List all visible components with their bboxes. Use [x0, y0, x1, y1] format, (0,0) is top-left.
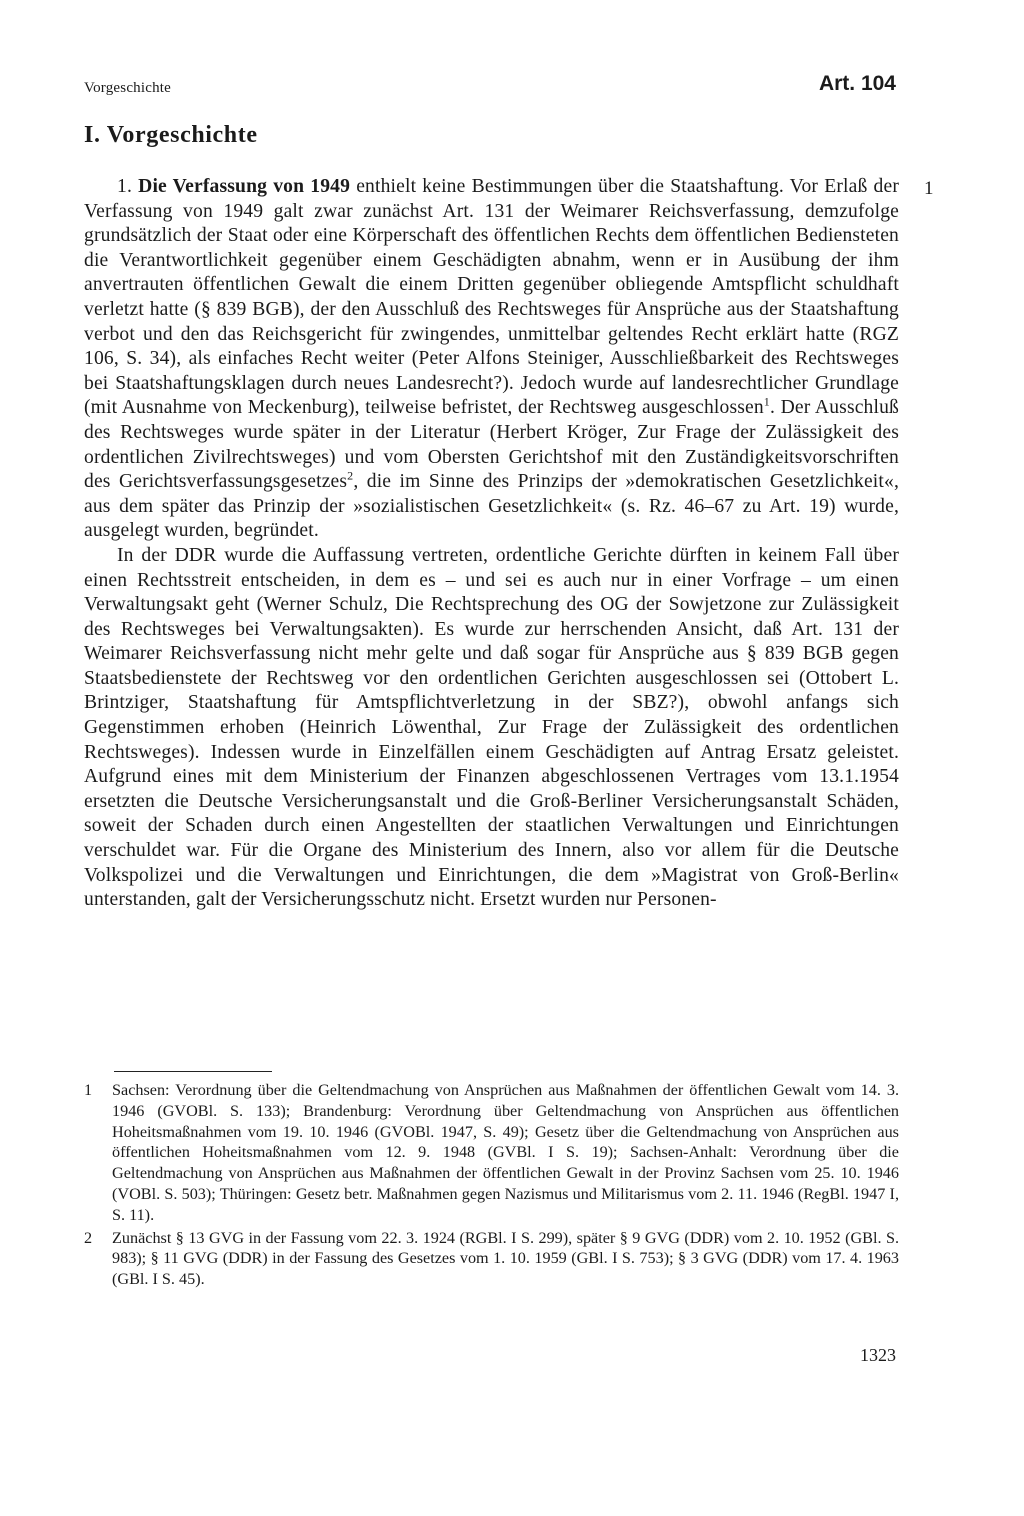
footnote-number: 2 — [84, 1228, 93, 1247]
paragraph-1 — [84, 175, 899, 544]
paragraph-2: In der DDR wurde die Auffassung vertreten, ordentliche Gerichte dürften in keinem Fall über einen Rechtsstreit entscheiden, in dem es – und sei es auch nur in einer Vorfrage – um einen Verwaltungsakt geht (Werner Schulz, Die Rechtsprechung des OG der Sowjetzone zur Zulässigkeit des Rechtsweges bei Verwaltungsakten). Es wurde zur herrschenden Ansicht, daß Art. 131 der Weimarer Reichsverfassung nicht mehr gelte und daß sogar für Ansprüche aus § 839 BGB gegen Staatsbedienstete der Rechtsweg vor den ordentlichen Gerichten ausgeschlossen sei (Ottobert L. Brintziger, Staatshaftung für Amtspflichtverletzung in der SBZ?), obwohl anfangs sich Gegenstimmen erhoben (Heinrich Löwenthal, Zur Frage der Zulässigkeit des ordentlichen Rechtsweges). Indessen wurde in Einzelfällen einem Geschädigten auf Antrag Ersatz geleistet. Aufgrund eines mit dem Ministerium der Finanzen abgeschlossenen Vertrages vom 13.1.1954 ersetzten die Deutsche Versicherungsanstalt und die Groß-Berliner Versicherungsanstalt Schäden, soweit der Schaden durch einen Angestellten der staatlichen Verwaltungen und Einrichtungen verschuldet war. Für die Organe des Ministerium des Innern, also vor allem für die Deutsche Volkspolizei und die Verwaltungen und Einrichtungen, die dem »Magistrat von Groß-Berlin« unterstanden, galt der Versicherungsschutz nicht. Ersetzt wurden nur Personen- — [84, 544, 899, 911]
footnote — [84, 1228, 899, 1290]
body-text — [84, 175, 899, 913]
paragraph-number: 1. — [117, 176, 132, 197]
footnote-reference[interactable]: 1 — [763, 394, 770, 409]
paragraph-text: . Der Ausschluß des Rechtsweges wurde später in der Literatur (Herbert Kröger, Zur Frage der Zulässigkeit des ordentlichen Zivilrechtsweges) und vom Obersten Gerichtshof mit den Zuständigkeitsvorschriften des Gerichtsverfassungsgesetzes — [84, 397, 899, 493]
running-head: Vorgeschichte — [84, 80, 172, 96]
paragraph-text: enthielt keine Bestimmungen über die Staatshaftung. Vor Erlaß der Verfassung von 1949 galt zwar zunächst Art. 131 der Weimarer Reichsverfassung, demzufolge grundsätzlich der Staat oder eine Körperschaft des öffentlichen Rechts dem öffentlichen Bediensteten die Verantwortlichkeit gegenüber einem Geschädigten abnahm, wenn er in Ausübung der ihm anvertrauten öffentlichen Gewalt die einem Dritten gegenüber obliegende Amtspflicht schuldhaft verletzt hatte (§ 839 BGB), der den Ausschluß des Rechtsweges für Ansprüche aus der Staatshaftung verbot und den das Reichsgericht für zwingendes, unmittelbar geltendes Recht erklärt hatte (RGZ 106, S. 34), als einfaches Recht weiter (Peter Alfons Steiniger, Ausschließbarkeit des Rechtsweges bei Staatshaftungsklagen durch neues Landesrecht?). Jedoch wurde auf landesrechtlicher Grundlage (mit Ausnahme von Meckenburg), teilweise befristet, der Rechtsweg ausgeschlossen — [84, 176, 899, 419]
margin-number: 1 — [924, 178, 934, 199]
footnote-text: Sachsen: Verordnung über die Geltendmachung von Ansprüchen aus Maßnahmen der öffentlichen Gewalt vom 14. 3. 1946 (GVOBl. S. 133); Brandenburg: Verordnung über Geltendmachung von Ansprüchen aus öffentlichen Hoheitsmaßnahmen vom 19. 10. 1946 (GVOBl. 1947, S. 49); Gesetz über die Geltendmachung von Ansprüchen aus öffentlichen Hoheitsmaßnahmen vom 12. 9. 1948 (GVBl. I S. 19); Sachsen-Anhalt: Verordnung über die Geltendmachung von Ansprüchen aus Maßnahmen der öffentlichen Gewalt in der Provinz Sachsen vom 25. 10. 1946 (VOBl. S. 503); Thüringen: Gesetz betr. Maßnahmen gegen Nazismus und Militarismus vom 2. 11. 1946 (RegBl. 1947 I, S. 11). — [112, 1081, 899, 1224]
footnote-text: Zunächst § 13 GVG in der Fassung vom 22. 3. 1924 (RGBl. I S. 299), später § 9 GVG (DDR) vom 2. 10. 1952 (GBl. S. 983); § 11 GVG (DDR) in der Fassung des Gesetzes vom 1. 10. 1959 (GBl. I S. 753); § 3 GVG (DDR) vom 17. 4. 1963 (GBl. I S. 45). — [112, 1228, 899, 1289]
footnote — [84, 1080, 899, 1226]
footnote-divider — [114, 1071, 272, 1072]
footnote-reference[interactable]: 2 — [347, 468, 354, 483]
section-heading: I. Vorgeschichte — [84, 122, 258, 148]
page-number: 1323 — [860, 1345, 896, 1365]
footnotes — [84, 1080, 899, 1292]
footnote-number: 1 — [84, 1081, 93, 1099]
paragraph-text: , die im Sinne des Prinzips der »demokratischen Gesetzlichkeit«, aus dem später das Prinzip der »sozialistischen Gesetzlichkeit« (s. Rz. 46–67 zu Art. 19) wurde, ausgelegt wurden, begründet. — [84, 471, 899, 542]
article-reference: Art. 104 — [818, 72, 896, 95]
bold-lead: Die Verfassung von 1949 — [138, 176, 351, 197]
